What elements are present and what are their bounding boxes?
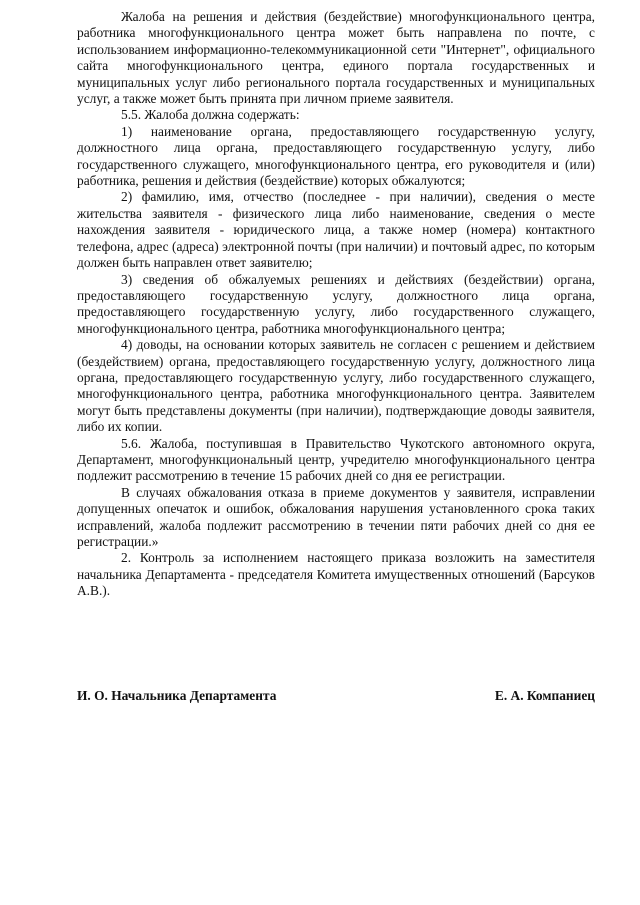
- paragraph-item-4: 4) доводы, на основании которых заявитель не согласен с решением и действием (бездействием) органа, предоставляющего государственную услугу, должностного лица органа, предоставляющего государственную услугу, либо государственного служащего, многофункционального центра, работника многофункционального центра. Заявителем могут быть представлены документы (при наличии), подтверждающие доводы заявителя, либо их копии.: [77, 337, 595, 435]
- signatory-title: И. О. Начальника Департамента: [77, 688, 277, 703]
- paragraph-refusal-cases: В случаях обжалования отказа в приеме документов у заявителя, исправлении допущенных опечаток и ошибок, обжалования нарушения установленного срока таких исправлений, жалоба подлежит рассмотрению в течении пяти рабочих дней со дня ее регистрации.»: [77, 484, 595, 549]
- paragraph-5-6: 5.6. Жалоба, поступившая в Правительство Чукотского автономного округа, Департамент, многофункциональный центр, учредителю многофункционального центра подлежит рассмотрению в течение 15 рабочих дней со дня ее регистрации.: [77, 435, 595, 484]
- paragraph-5-5-heading: 5.5. Жалоба должна содержать:: [121, 107, 300, 123]
- signatory-name: Е. А. Компаниец: [494, 688, 595, 703]
- paragraph-item-2: 2) фамилию, имя, отчество (последнее - при наличии), сведения о месте жительства заявителя - физического лица либо наименование, сведения о месте нахождения заявителя - юридического лица, а также номер (номера) контактного телефона, адрес (адреса) электронной почты (при наличии) и почтовый адрес, по которым должен быть направлен ответ заявителю;: [77, 189, 595, 271]
- paragraph-item-3: 3) сведения об обжалуемых решениях и действиях (бездействии) органа, предоставляющего государственную услугу, должностного лица органа, предоставляющего государственную услугу, либо государственного служащего, многофункционального центра, работника многофункционального центра;: [77, 271, 595, 336]
- paragraph-complaint-mfc: Жалоба на решения и действия (бездействие) многофункционального центра, работника многофункционального центра может быть направлена по почте, с использованием информационно-телекоммуникационной сети "Интернет", официального сайта многофункционального центра, единого портала государственных и муниципальных услуг либо регионального портала государственных и муниципальных услуг, а также может быть принята при личном приеме заявителя.: [77, 9, 595, 107]
- paragraph-item-1: 1) наименование органа, предоставляющего государственную услугу, должностного лица органа, предоставляющего государственную услугу, либо государственного служащего, многофункционального центра, его руководителя и (или) работника, решения и действия (бездействие) которых обжалуются;: [77, 123, 595, 189]
- document-body: [77, 9, 595, 600]
- paragraph-control-clause: 2. Контроль за исполнением настоящего приказа возложить на заместителя начальника Департамента - председателя Комитета имущественных отношений (Барсуков А.В.).: [77, 550, 595, 599]
